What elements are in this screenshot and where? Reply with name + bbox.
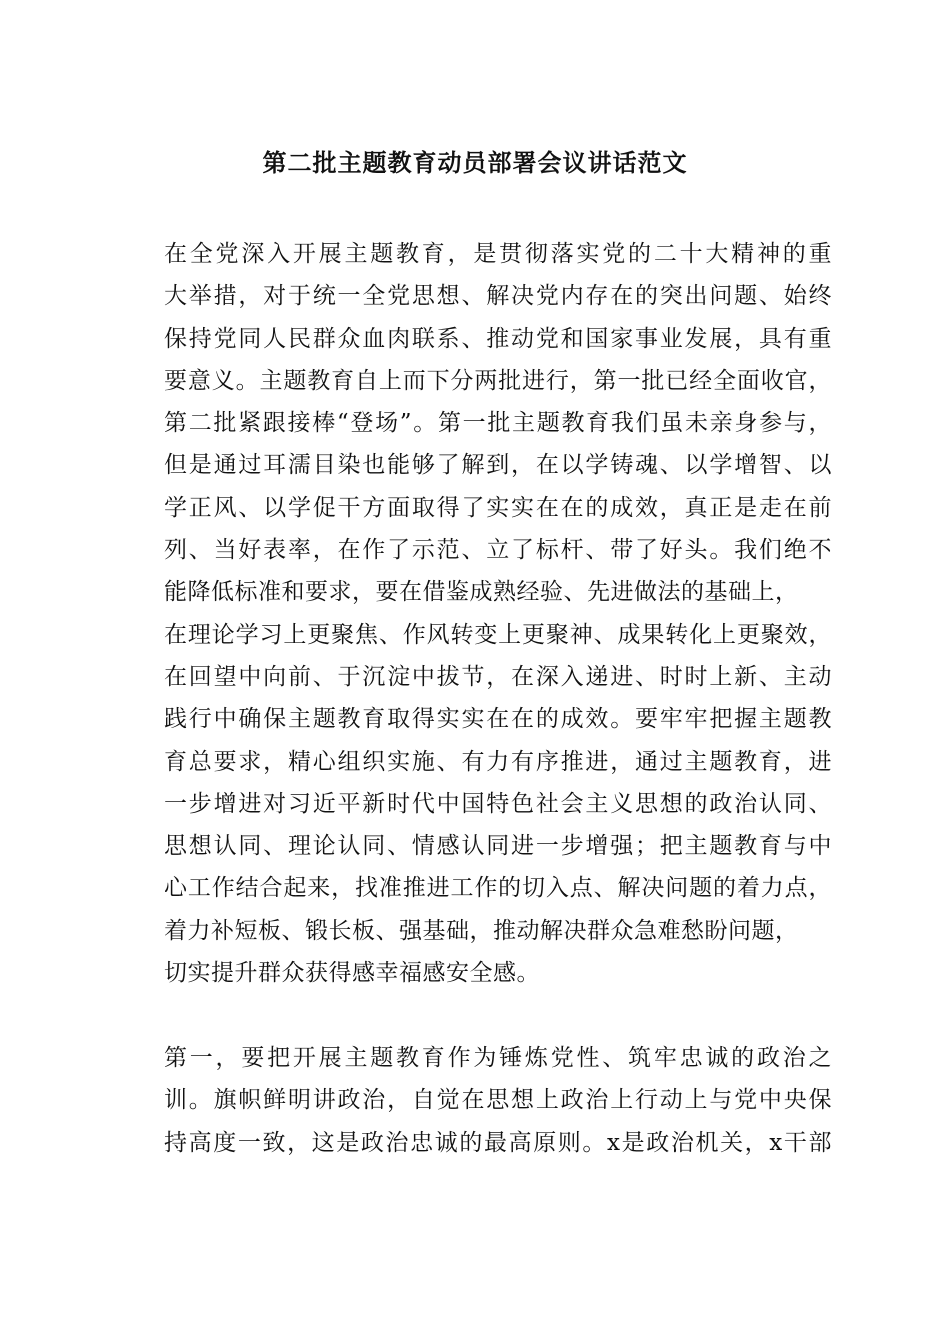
text-line: 践行中确保主题教育取得实实在在的成效。要牢牢把握主题教 <box>164 706 832 733</box>
text-line: 思想认同、理论认同、情感认同进一步增强；把主题教育与中 <box>164 833 832 860</box>
paragraph-2 <box>118 1037 832 1164</box>
text-line: 一步增进对习近平新时代中国特色社会主义思想的政治认同、 <box>164 790 832 817</box>
text-line: 但是通过耳濡目染也能够了解到，在以学铸魂、以学增智、以 <box>164 452 832 479</box>
text-line: 心工作结合起来，找准推进工作的切入点、解决问题的着力点， <box>164 875 832 902</box>
text-line: 切实提升群众获得感幸福感安全感。 <box>164 960 540 987</box>
text-line: 学正风、以学促干方面取得了实实在在的成效，真正是走在前 <box>164 494 832 521</box>
document-title: 第二批主题教育动员部署会议讲话范文 <box>262 148 688 177</box>
text-line: 育总要求，精心组织实施、有力有序推进，通过主题教育，进 <box>164 748 832 775</box>
text-line: 持高度一致，这是政治忠诚的最高原则。x是政治机关，x干部 <box>164 1129 832 1156</box>
text-line: 在回望中向前、于沉淀中拔节，在深入递进、时时上新、主动 <box>164 663 832 690</box>
text-line: 着力补短板、锻长板、强基础，推动解决群众急难愁盼问题， <box>164 917 799 944</box>
text-line: 训。旗帜鲜明讲政治，自觉在思想上政治上行动上与党中央保 <box>164 1087 832 1114</box>
text-line: 在全党深入开展主题教育，是贯彻落实党的二十大精神的重 <box>164 241 832 267</box>
text-line: 能降低标准和要求，要在借鉴成熟经验、先进做法的基础上， <box>164 579 799 606</box>
paragraph-1 <box>118 233 832 994</box>
text-line: 在理论学习上更聚焦、作风转变上更聚神、成果转化上更聚效， <box>164 621 832 648</box>
text-line: 要意义。主题教育自上而下分两批进行，第一批已经全面收官， <box>164 367 832 394</box>
text-line: 第一，要把开展主题教育作为锤炼党性、筑牢忠诚的政治之 <box>164 1045 832 1071</box>
text-line: 列、当好表率，在作了示范、立了标杆、带了好头。我们绝不 <box>164 537 832 564</box>
text-line: 大举措，对于统一全党思想、解决党内存在的突出问题、始终 <box>164 283 832 310</box>
text-line: 保持党同人民群众血肉联系、推动党和国家事业发展，具有重 <box>164 325 832 352</box>
text-line: 第二批紧跟接棒“登场”。第一批主题教育我们虽未亲身参与， <box>164 410 832 437</box>
